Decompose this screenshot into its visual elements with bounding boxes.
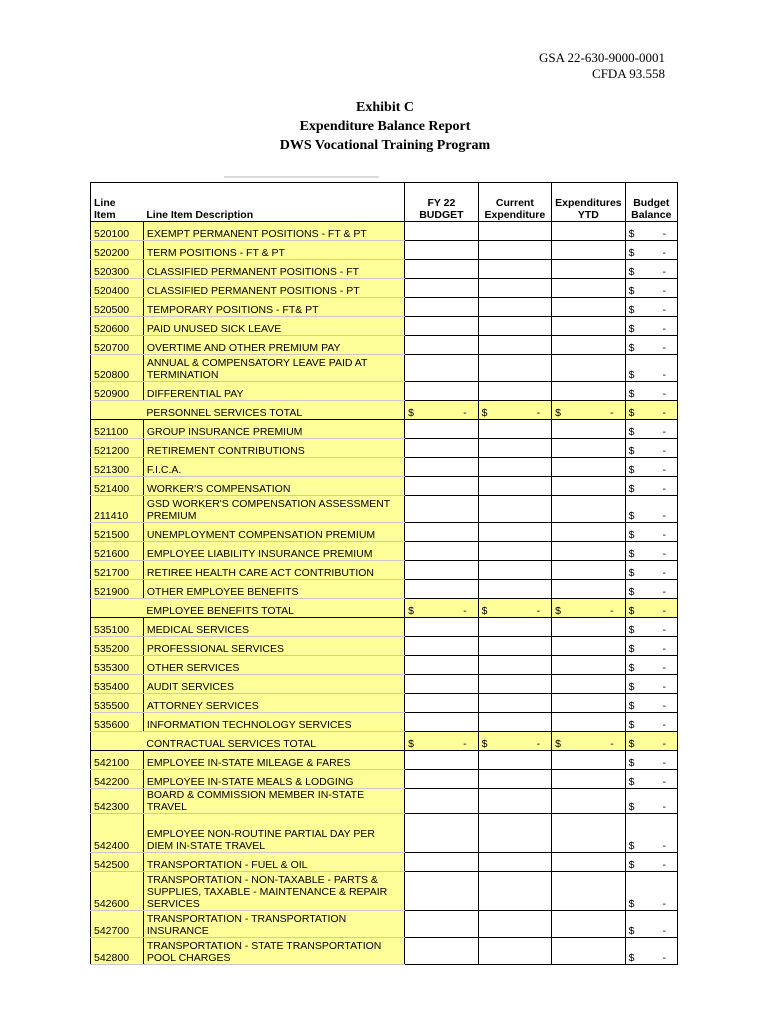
budget-total: $ - [405, 401, 479, 420]
budget-cell [405, 938, 479, 965]
table-row [91, 458, 678, 477]
line-description: CLASSIFIED PERMANENT POSITIONS - FT [143, 260, 404, 279]
table-row [91, 355, 678, 382]
line-code: 520700 [91, 336, 144, 355]
budget-cell [405, 694, 479, 713]
budget-cell [405, 561, 479, 580]
line-description: EXEMPT PERMANENT POSITIONS - FT & PT [143, 222, 404, 241]
balance-cell: $ - [625, 279, 677, 298]
line-description: CLASSIFIED PERMANENT POSITIONS - PT [143, 279, 404, 298]
budget-cell [405, 382, 479, 401]
ytd-cell [552, 279, 626, 298]
current-cell [478, 241, 552, 260]
current-cell [478, 458, 552, 477]
header-budget-balance: Budget Balance [625, 183, 677, 222]
current-cell [478, 580, 552, 599]
ytd-cell [552, 420, 626, 439]
header-line-item: Line Item [91, 183, 144, 222]
line-code: 520200 [91, 241, 144, 260]
budget-cell [405, 872, 479, 911]
ytd-cell [552, 355, 626, 382]
table-row [91, 439, 678, 458]
line-description: PROFESSIONAL SERVICES [143, 637, 404, 656]
line-code: 535300 [91, 656, 144, 675]
balance-cell: $ - [625, 814, 677, 853]
balance-cell: $ - [625, 496, 677, 523]
header-description: Line Item Description [143, 183, 404, 222]
subtotal-row [91, 732, 678, 751]
budget-cell [405, 420, 479, 439]
grant-identifiers [539, 50, 665, 82]
line-code: 542300 [91, 789, 144, 814]
subtotal-label: CONTRACTUAL SERVICES TOTAL [143, 732, 404, 751]
exhibit-label: Exhibit C [356, 100, 414, 115]
line-code: 521500 [91, 523, 144, 542]
line-code: 535400 [91, 675, 144, 694]
ytd-cell [552, 317, 626, 336]
current-cell [478, 713, 552, 732]
subtotal-row [91, 401, 678, 420]
budget-cell [405, 260, 479, 279]
ytd-cell [552, 336, 626, 355]
line-code: 521900 [91, 580, 144, 599]
budget-cell [405, 523, 479, 542]
ytd-cell [552, 260, 626, 279]
report-titles [0, 98, 770, 155]
current-cell [478, 279, 552, 298]
balance-cell: $ - [625, 523, 677, 542]
current-cell [478, 770, 552, 789]
line-description: DIFFERENTIAL PAY [143, 382, 404, 401]
current-cell [478, 298, 552, 317]
line-description: AUDIT SERVICES [143, 675, 404, 694]
line-description: BOARD & COMMISSION MEMBER IN-STATE TRAVEL [143, 789, 404, 814]
table-row [91, 618, 678, 637]
budget-cell [405, 580, 479, 599]
line-description: RETIREE HEALTH CARE ACT CONTRIBUTION [143, 561, 404, 580]
budget-cell [405, 789, 479, 814]
current-total: $ - [478, 401, 552, 420]
current-cell [478, 656, 552, 675]
table-row [91, 317, 678, 336]
line-description: PAID UNUSED SICK LEAVE [143, 317, 404, 336]
ytd-cell [552, 713, 626, 732]
current-cell [478, 872, 552, 911]
subtotal-label: EMPLOYEE BENEFITS TOTAL [143, 599, 404, 618]
line-code: 542100 [91, 751, 144, 770]
line-code: 520400 [91, 279, 144, 298]
table-row [91, 637, 678, 656]
line-description: UNEMPLOYMENT COMPENSATION PREMIUM [143, 523, 404, 542]
line-code: 520100 [91, 222, 144, 241]
table-row [91, 770, 678, 789]
line-code: 521200 [91, 439, 144, 458]
line-code: 521700 [91, 561, 144, 580]
balance-cell: $ - [625, 872, 677, 911]
budget-cell [405, 713, 479, 732]
current-cell [478, 853, 552, 872]
line-description: F.I.C.A. [143, 458, 404, 477]
line-description: WORKER'S COMPENSATION [143, 477, 404, 496]
ytd-cell [552, 751, 626, 770]
table-row [91, 279, 678, 298]
current-total: $ - [478, 732, 552, 751]
budget-cell [405, 496, 479, 523]
balance-total: $ - [625, 401, 677, 420]
balance-cell: $ - [625, 911, 677, 938]
balance-cell: $ - [625, 355, 677, 382]
line-description: TRANSPORTATION - FUEL & OIL [143, 853, 404, 872]
line-description: GROUP INSURANCE PREMIUM [143, 420, 404, 439]
ytd-cell [552, 911, 626, 938]
cfda-number: CFDA 93.558 [592, 66, 665, 81]
budget-cell [405, 542, 479, 561]
budget-cell [405, 770, 479, 789]
ytd-cell [552, 241, 626, 260]
ytd-cell [552, 938, 626, 965]
table-row [91, 911, 678, 938]
line-code: 535100 [91, 618, 144, 637]
balance-cell: $ - [625, 853, 677, 872]
line-code: 535600 [91, 713, 144, 732]
line-description: OTHER EMPLOYEE BENEFITS [143, 580, 404, 599]
table-row [91, 675, 678, 694]
table-row [91, 382, 678, 401]
balance-cell: $ - [625, 561, 677, 580]
budget-cell [405, 814, 479, 853]
ytd-cell [552, 853, 626, 872]
ytd-cell [552, 542, 626, 561]
table-header-row [91, 183, 678, 222]
table-row [91, 420, 678, 439]
line-description: GSD WORKER'S COMPENSATION ASSESSMENT PREMIUM [143, 496, 404, 523]
line-code: 542800 [91, 938, 144, 965]
table-row [91, 814, 678, 853]
current-cell [478, 938, 552, 965]
ytd-cell [552, 222, 626, 241]
ytd-total: $ - [552, 732, 626, 751]
ytd-cell [552, 618, 626, 637]
budget-cell [405, 751, 479, 770]
budget-total: $ - [405, 732, 479, 751]
balance-cell: $ - [625, 770, 677, 789]
ytd-cell [552, 637, 626, 656]
budget-cell [405, 675, 479, 694]
current-cell [478, 355, 552, 382]
ytd-cell [552, 770, 626, 789]
line-description: EMPLOYEE IN-STATE MEALS & LODGING [143, 770, 404, 789]
ytd-cell [552, 523, 626, 542]
divider [224, 176, 379, 178]
ytd-cell [552, 675, 626, 694]
balance-cell: $ - [625, 542, 677, 561]
table-row [91, 694, 678, 713]
balance-cell: $ - [625, 580, 677, 599]
line-description: ANNUAL & COMPENSATORY LEAVE PAID AT TERMINATION [143, 355, 404, 382]
table-row [91, 656, 678, 675]
balance-cell: $ - [625, 317, 677, 336]
line-description: TRANSPORTATION - STATE TRANSPORTATION POOL CHARGES [143, 938, 404, 965]
balance-total: $ - [625, 599, 677, 618]
table-row [91, 222, 678, 241]
current-cell [478, 477, 552, 496]
budget-cell [405, 911, 479, 938]
current-total: $ - [478, 599, 552, 618]
current-cell [478, 911, 552, 938]
budget-cell [405, 853, 479, 872]
table-row [91, 872, 678, 911]
line-description: TERM POSITIONS - FT & PT [143, 241, 404, 260]
balance-cell: $ - [625, 938, 677, 965]
balance-cell: $ - [625, 439, 677, 458]
current-cell [478, 637, 552, 656]
table-row [91, 751, 678, 770]
budget-cell [405, 656, 479, 675]
budget-cell [405, 336, 479, 355]
table-row [91, 298, 678, 317]
line-code [91, 732, 144, 751]
table-row [91, 561, 678, 580]
line-description: TRANSPORTATION - NON-TAXABLE - PARTS & SUPPLIES, TAXABLE - MAINTENANCE & REPAIR SERVICES [143, 872, 404, 911]
current-cell [478, 618, 552, 637]
line-description: INFORMATION TECHNOLOGY SERVICES [143, 713, 404, 732]
balance-cell: $ - [625, 477, 677, 496]
current-cell [478, 439, 552, 458]
line-code: 542500 [91, 853, 144, 872]
ytd-cell [552, 382, 626, 401]
subtotal-label: PERSONNEL SERVICES TOTAL [143, 401, 404, 420]
ytd-cell [552, 872, 626, 911]
current-cell [478, 382, 552, 401]
ytd-cell [552, 656, 626, 675]
balance-total: $ - [625, 732, 677, 751]
budget-cell [405, 355, 479, 382]
balance-cell: $ - [625, 675, 677, 694]
current-cell [478, 694, 552, 713]
ytd-cell [552, 580, 626, 599]
report-title: Expenditure Balance Report [299, 119, 471, 134]
line-code: 520300 [91, 260, 144, 279]
current-cell [478, 420, 552, 439]
balance-cell: $ - [625, 713, 677, 732]
line-code: 521600 [91, 542, 144, 561]
current-cell [478, 751, 552, 770]
line-code: 535500 [91, 694, 144, 713]
current-cell [478, 222, 552, 241]
budget-cell [405, 241, 479, 260]
current-cell [478, 814, 552, 853]
current-cell [478, 260, 552, 279]
line-code [91, 401, 144, 420]
ytd-cell [552, 298, 626, 317]
line-code: 542400 [91, 814, 144, 853]
header-expenditures-ytd: Expenditures YTD [552, 183, 626, 222]
line-description: RETIREMENT CONTRIBUTIONS [143, 439, 404, 458]
balance-cell: $ - [625, 260, 677, 279]
line-description: TEMPORARY POSITIONS - FT& PT [143, 298, 404, 317]
line-code: 542200 [91, 770, 144, 789]
table-row [91, 477, 678, 496]
line-description: TRANSPORTATION - TRANSPORTATION INSURANCE [143, 911, 404, 938]
ytd-cell [552, 561, 626, 580]
table-row [91, 241, 678, 260]
ytd-cell [552, 789, 626, 814]
line-code: 521400 [91, 477, 144, 496]
balance-cell: $ - [625, 656, 677, 675]
table-row [91, 260, 678, 279]
table-row [91, 496, 678, 523]
line-description: OVERTIME AND OTHER PREMIUM PAY [143, 336, 404, 355]
ytd-total: $ - [552, 401, 626, 420]
current-cell [478, 561, 552, 580]
line-code: 521300 [91, 458, 144, 477]
expenditure-table [90, 182, 678, 965]
line-code: 542700 [91, 911, 144, 938]
budget-cell [405, 477, 479, 496]
balance-cell: $ - [625, 241, 677, 260]
grant-number: GSA 22-630-9000-0001 [538, 50, 665, 65]
table-row [91, 542, 678, 561]
current-cell [478, 496, 552, 523]
ytd-cell [552, 814, 626, 853]
current-cell [478, 523, 552, 542]
line-description: EMPLOYEE NON-ROUTINE PARTIAL DAY PER DIEM IN-STATE TRAVEL [143, 814, 404, 853]
budget-cell [405, 618, 479, 637]
budget-cell [405, 439, 479, 458]
ytd-total: $ - [552, 599, 626, 618]
header-current-expenditure: Current Expenditure [478, 183, 552, 222]
budget-cell [405, 222, 479, 241]
line-description: EMPLOYEE LIABILITY INSURANCE PREMIUM [143, 542, 404, 561]
line-description: ATTORNEY SERVICES [143, 694, 404, 713]
budget-cell [405, 637, 479, 656]
line-code: 211410 [91, 496, 144, 523]
ytd-cell [552, 694, 626, 713]
balance-cell: $ - [625, 458, 677, 477]
budget-cell [405, 298, 479, 317]
budget-cell [405, 458, 479, 477]
budget-cell [405, 279, 479, 298]
table-row [91, 580, 678, 599]
current-cell [478, 675, 552, 694]
line-code: 535200 [91, 637, 144, 656]
table-row [91, 789, 678, 814]
balance-cell: $ - [625, 382, 677, 401]
ytd-cell [552, 496, 626, 523]
balance-cell: $ - [625, 336, 677, 355]
line-code: 520800 [91, 355, 144, 382]
ytd-cell [552, 458, 626, 477]
balance-cell: $ - [625, 694, 677, 713]
current-cell [478, 317, 552, 336]
current-cell [478, 542, 552, 561]
table-row [91, 938, 678, 965]
budget-total: $ - [405, 599, 479, 618]
line-code: 520600 [91, 317, 144, 336]
ytd-cell [552, 477, 626, 496]
line-code: 542600 [91, 872, 144, 911]
line-description: OTHER SERVICES [143, 656, 404, 675]
balance-cell: $ - [625, 789, 677, 814]
balance-cell: $ - [625, 618, 677, 637]
line-description: MEDICAL SERVICES [143, 618, 404, 637]
current-cell [478, 789, 552, 814]
line-code: 521100 [91, 420, 144, 439]
table-row [91, 713, 678, 732]
current-cell [478, 336, 552, 355]
budget-cell [405, 317, 479, 336]
line-code: 520500 [91, 298, 144, 317]
balance-cell: $ - [625, 637, 677, 656]
ytd-cell [552, 439, 626, 458]
line-code [91, 599, 144, 618]
balance-cell: $ - [625, 222, 677, 241]
table-row [91, 523, 678, 542]
line-code: 520900 [91, 382, 144, 401]
subtotal-row [91, 599, 678, 618]
balance-cell: $ - [625, 420, 677, 439]
line-description: EMPLOYEE IN-STATE MILEAGE & FARES [143, 751, 404, 770]
balance-cell: $ - [625, 751, 677, 770]
table-row [91, 336, 678, 355]
table-row [91, 853, 678, 872]
header-budget: FY 22 BUDGET [405, 183, 479, 222]
balance-cell: $ - [625, 298, 677, 317]
program-name: DWS Vocational Training Program [279, 138, 491, 153]
